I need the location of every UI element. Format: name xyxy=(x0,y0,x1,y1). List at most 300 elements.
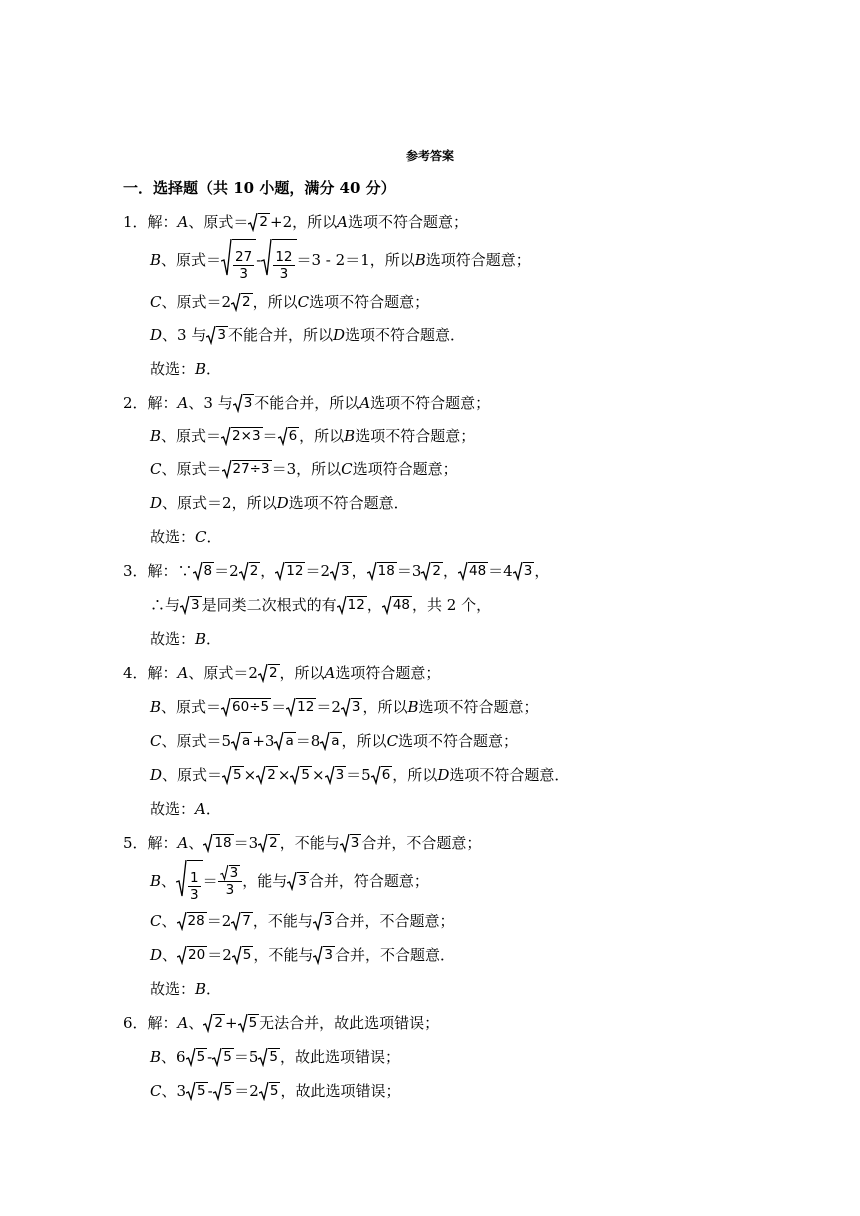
sqrt xyxy=(286,698,316,717)
text-run: ，所以 xyxy=(392,766,438,784)
text-run: 27÷3 xyxy=(232,460,270,477)
text-run: ＝5 xyxy=(346,766,371,784)
sqrt xyxy=(330,562,352,581)
text-run: 选项不符合题意； xyxy=(370,394,491,412)
sqrt xyxy=(203,1014,225,1033)
radical-sign-icon xyxy=(221,698,231,717)
text-run: D xyxy=(276,494,289,512)
radical-sign-icon xyxy=(222,766,232,785)
text-run: 选项不符合题意； xyxy=(309,293,430,311)
text-run: ． xyxy=(205,800,221,818)
text-run: 故选： xyxy=(150,360,196,378)
text-run: 、 xyxy=(188,834,204,852)
radical-sign-icon xyxy=(258,834,268,853)
text-run: 3 xyxy=(341,562,350,579)
text-run: - xyxy=(256,251,262,269)
text-run: A xyxy=(177,664,189,682)
text-run: 、原式＝2 xyxy=(161,293,232,311)
text-run: D xyxy=(150,766,163,784)
text-run: 5 xyxy=(242,946,252,963)
text-run: B xyxy=(195,630,207,648)
sqrt xyxy=(186,1082,208,1101)
sqrt xyxy=(290,766,312,785)
text-run: 7 xyxy=(242,912,251,929)
text-run: ， xyxy=(260,562,276,580)
text-run: B xyxy=(150,251,162,269)
text-run: B xyxy=(344,427,356,445)
text-run: 8 xyxy=(203,562,213,579)
radical-sign-icon xyxy=(232,946,242,965)
text-run: 48 xyxy=(392,596,411,613)
radical-sign-icon xyxy=(287,872,297,891)
text-run: 3 xyxy=(191,596,200,613)
text-run: 5 xyxy=(223,1048,232,1065)
text-run: B xyxy=(150,427,162,445)
sqrt xyxy=(206,326,228,345)
sqrt-fraction xyxy=(261,239,296,282)
sqrt xyxy=(513,562,535,581)
text-run: ＝3 xyxy=(233,834,259,852)
text-run: 、原式＝ xyxy=(161,698,222,716)
text-run: 4．解： xyxy=(123,664,178,682)
text-run: 5 xyxy=(197,1082,206,1099)
text-run: 、3 与 xyxy=(162,326,207,344)
sqrt xyxy=(220,865,241,881)
text-run: 60÷5 xyxy=(232,698,270,715)
text-run: 合并，符合题意； xyxy=(308,872,429,890)
radical-sign-icon xyxy=(313,946,323,965)
text-run: × xyxy=(243,766,257,784)
q1-line-a xyxy=(123,209,468,235)
q1-answer xyxy=(150,356,221,382)
sqrt xyxy=(340,834,362,853)
text-run: ＝5 xyxy=(233,1048,259,1066)
text-run: ，不能与 xyxy=(279,834,340,852)
text-run: A xyxy=(177,213,189,231)
text-run: 选项不符合题意； xyxy=(355,427,476,445)
text-run: ，所以 xyxy=(252,293,298,311)
q1-line-b xyxy=(150,240,531,280)
radical-sign-icon xyxy=(222,460,232,479)
q1-line-c xyxy=(150,289,429,315)
text-run: A xyxy=(324,664,336,682)
text-run: C xyxy=(150,912,162,930)
radical-sign-icon xyxy=(367,562,377,581)
sqrt xyxy=(258,834,280,853)
text-run: D xyxy=(150,326,163,344)
text-run: 3 xyxy=(243,394,253,411)
text-run: 选项不符合题意； xyxy=(347,213,468,231)
radical-sign-icon xyxy=(186,1082,196,1101)
sqrt xyxy=(221,698,271,717)
text-run: ，故此选项错误； xyxy=(279,1048,400,1066)
text-run: D xyxy=(437,766,450,784)
text-run: 选项符合题意； xyxy=(352,460,458,478)
sqrt xyxy=(180,596,202,615)
radical-sign-icon xyxy=(325,766,335,785)
q5-line-c xyxy=(150,908,454,934)
text-run: C xyxy=(297,293,310,311)
q3-line-b xyxy=(150,592,491,618)
text-run: A xyxy=(337,213,348,231)
text-run: ，所以 xyxy=(299,427,345,445)
text-run: 12 xyxy=(275,248,293,265)
text-run: 2 xyxy=(214,1014,223,1031)
text-run: - xyxy=(207,1048,213,1066)
text-run: 选项不符合题意； xyxy=(398,732,519,750)
text-run: B xyxy=(195,360,207,378)
radical-sign-icon xyxy=(180,596,190,615)
sqrt xyxy=(367,562,397,581)
radical-sign-icon xyxy=(176,860,187,903)
text-run: 、原式＝2 xyxy=(188,664,258,682)
text-run: 12 xyxy=(286,562,304,579)
text-run: 选项不符合题意． xyxy=(344,326,465,344)
sqrt xyxy=(258,664,280,683)
text-run: ，能与 xyxy=(242,872,288,890)
radical-sign-icon xyxy=(258,1048,268,1067)
text-run: B xyxy=(150,872,162,890)
sqrt xyxy=(177,946,207,965)
text-run: ，不能与 xyxy=(252,912,313,930)
text-run: 、原式＝ xyxy=(161,427,222,445)
q2-line-b xyxy=(150,423,475,449)
sqrt xyxy=(421,562,443,581)
text-run: 5 xyxy=(269,1048,278,1065)
text-run: C xyxy=(341,460,353,478)
radical-sign-icon xyxy=(313,912,323,931)
sqrt xyxy=(221,427,263,446)
text-run: 12 xyxy=(297,698,315,715)
q4-line-c xyxy=(150,728,518,754)
text-run: B xyxy=(150,1048,162,1066)
radical-sign-icon xyxy=(193,562,203,581)
text-run: 5．解： xyxy=(123,834,178,852)
radical-sign-icon xyxy=(513,562,523,581)
text-run: 3 xyxy=(239,265,248,282)
text-run: C xyxy=(150,460,162,478)
text-run: 、原式＝ xyxy=(188,213,249,231)
text-run: 、6 xyxy=(161,1048,186,1066)
text-run: 2 xyxy=(249,562,259,579)
text-run: 5 xyxy=(233,766,242,783)
text-run: 3 xyxy=(351,698,361,715)
q4-line-d xyxy=(150,762,569,788)
text-run: 3 xyxy=(324,946,333,963)
text-run: ， xyxy=(442,562,458,580)
text-run: 、原式＝5 xyxy=(161,732,232,750)
sqrt xyxy=(259,1082,281,1101)
radical-sign-icon xyxy=(233,394,243,413)
text-run: ． xyxy=(206,528,222,546)
text-run: 3．解：∵ xyxy=(123,562,193,580)
text-run: 2 xyxy=(267,766,276,783)
radical-sign-icon xyxy=(206,326,216,345)
text-run: B xyxy=(150,698,162,716)
text-run: × xyxy=(311,766,325,784)
text-run: ＝2 xyxy=(207,946,232,964)
text-run: ． xyxy=(206,360,222,378)
sqrt xyxy=(337,596,367,615)
text-run: 2．解： xyxy=(123,394,178,412)
q5-line-b xyxy=(150,860,429,902)
sqrt xyxy=(275,562,305,581)
q4-line-a xyxy=(123,660,440,686)
text-run: 、原式＝ xyxy=(162,766,223,784)
sqrt xyxy=(177,912,207,931)
text-run: D xyxy=(150,494,163,512)
text-run: 6．解： xyxy=(123,1014,178,1032)
q3-answer xyxy=(150,626,221,652)
q4-answer xyxy=(150,796,221,822)
text-run: 、原式＝2，所以 xyxy=(162,494,277,512)
sqrt xyxy=(186,1048,208,1067)
radical-sign-icon xyxy=(382,596,392,615)
text-run: C xyxy=(386,732,399,750)
sqrt xyxy=(382,596,412,615)
text-run: ，所以 xyxy=(362,698,408,716)
text-run: 2 xyxy=(432,562,441,579)
sqrt xyxy=(341,698,363,717)
sqrt xyxy=(233,394,255,413)
text-run: 3 xyxy=(217,326,226,343)
text-run: ＝3 - 2＝1，所以 xyxy=(296,251,415,269)
sqrt xyxy=(256,766,278,785)
text-run: 2 xyxy=(269,834,278,851)
text-run: - xyxy=(207,1082,213,1100)
text-run: +2，所以 xyxy=(270,213,338,231)
text-run: B xyxy=(195,980,207,998)
radical-sign-icon xyxy=(212,1048,222,1067)
text-run: A xyxy=(195,800,206,818)
sqrt xyxy=(232,946,254,965)
radical-sign-icon xyxy=(203,834,213,853)
text-run: ＝2 xyxy=(316,698,341,716)
sqrt xyxy=(212,1048,234,1067)
sqrt xyxy=(239,562,261,581)
text-run: 故选： xyxy=(150,800,196,818)
text-run: 合并，不合题意． xyxy=(334,946,455,964)
sqrt xyxy=(248,213,270,232)
q2-line-a xyxy=(123,390,490,416)
text-run: ＝4 xyxy=(488,562,513,580)
sqrt xyxy=(274,732,295,751)
text-run: 选项不符合题意． xyxy=(288,494,409,512)
text-run: 28 xyxy=(187,912,205,929)
text-run: 5 xyxy=(269,1082,279,1099)
sqrt xyxy=(238,1014,260,1033)
page-title: 参考答案 xyxy=(405,149,454,163)
radical-sign-icon xyxy=(221,427,231,446)
text-run: ，故此选项错误； xyxy=(280,1082,401,1100)
text-run: 合并，不合题意； xyxy=(334,912,455,930)
text-run: 3 xyxy=(225,881,235,898)
text-run: 不能合并，所以 xyxy=(227,326,333,344)
text-run: ，共 2 个， xyxy=(412,596,492,614)
fraction xyxy=(218,865,243,898)
text-run: 不能合并，所以 xyxy=(254,394,360,412)
text-run: 3 xyxy=(335,766,345,783)
text-run: 故选： xyxy=(150,630,196,648)
text-run: + xyxy=(225,1014,238,1032)
radical-sign-icon xyxy=(231,293,241,312)
radical-sign-icon xyxy=(231,912,241,931)
text-run: 选项不符合题意． xyxy=(449,766,570,784)
radical-sign-icon xyxy=(275,562,285,581)
text-run: ， xyxy=(534,562,550,580)
section-heading: 一．选择题（共 10 小题，满分 40 分） xyxy=(123,179,396,197)
text-run: ，不能与 xyxy=(253,946,314,964)
text-run: 3 xyxy=(298,872,307,889)
text-run: 5 xyxy=(223,1082,233,1099)
text-run: 选项不符合题意； xyxy=(418,698,539,716)
text-run: 6 xyxy=(381,766,391,783)
sqrt xyxy=(231,732,252,751)
radical-sign-icon xyxy=(421,562,431,581)
text-run: 选项符合题意； xyxy=(335,664,441,682)
radical-sign-icon xyxy=(213,1082,223,1101)
q1-line-d xyxy=(150,322,465,348)
sqrt xyxy=(258,1048,280,1067)
text-run: 2×3 xyxy=(232,427,261,444)
sqrt xyxy=(193,562,215,581)
radical-sign-icon xyxy=(290,766,300,785)
text-run: B xyxy=(414,251,426,269)
text-run: ＝2 xyxy=(305,562,331,580)
text-run: 1 xyxy=(190,869,199,886)
q2-line-c xyxy=(150,456,458,482)
text-run: ． xyxy=(206,980,222,998)
text-run: 选项符合题意； xyxy=(425,251,531,269)
text-run: 、3 xyxy=(161,1082,187,1100)
radical-sign-icon xyxy=(231,732,241,751)
text-run: 2 xyxy=(268,664,278,681)
radical-sign-icon xyxy=(286,698,296,717)
text-run: ． xyxy=(206,630,222,648)
text-run: ＝2 xyxy=(234,1082,259,1100)
text-run: A xyxy=(359,394,371,412)
radical-sign-icon xyxy=(274,732,284,751)
text-run: 48 xyxy=(468,562,487,579)
text-run: 故选： xyxy=(150,980,196,998)
sqrt xyxy=(320,732,341,751)
text-run: 、 xyxy=(162,946,178,964)
radical-sign-icon xyxy=(186,1048,196,1067)
text-run: ＝ xyxy=(262,427,278,445)
text-run: 18 xyxy=(377,562,395,579)
text-run: 1．解： xyxy=(123,213,178,231)
sqrt xyxy=(222,766,244,785)
text-run: D xyxy=(150,946,163,964)
text-run: 5 xyxy=(196,1048,206,1065)
text-run: 3 xyxy=(229,864,239,881)
text-run: C xyxy=(150,293,162,311)
text-run: 3 xyxy=(190,886,199,903)
q5-answer xyxy=(150,976,221,1002)
radical-sign-icon xyxy=(320,732,330,751)
sqrt xyxy=(203,834,233,853)
text-run: 、3 与 xyxy=(188,394,233,412)
text-run: 5 xyxy=(301,766,310,783)
sqrt xyxy=(231,912,253,931)
text-run: 2 xyxy=(259,213,268,230)
text-run: 、 xyxy=(188,1014,204,1032)
q6-line-c xyxy=(150,1078,400,1104)
text-run: 2 xyxy=(242,293,251,310)
radical-sign-icon xyxy=(278,427,288,446)
text-run: A xyxy=(177,394,189,412)
text-run: ， xyxy=(351,562,367,580)
text-run: 18 xyxy=(214,834,232,851)
text-run: A xyxy=(177,1014,189,1032)
text-run: a xyxy=(242,732,251,749)
text-run: 、 xyxy=(161,912,177,930)
radical-sign-icon xyxy=(259,1082,269,1101)
sqrt xyxy=(287,872,309,891)
sqrt xyxy=(313,912,335,931)
q4-line-b xyxy=(150,694,539,720)
text-run: +3 xyxy=(252,732,275,750)
text-run: 3 xyxy=(279,265,289,282)
text-run: 3 xyxy=(350,834,360,851)
text-run: ＝8 xyxy=(295,732,321,750)
sqrt xyxy=(458,562,488,581)
text-run: 5 xyxy=(248,1014,258,1031)
radical-sign-icon xyxy=(238,1014,248,1033)
sqrt xyxy=(313,946,335,965)
radical-sign-icon xyxy=(341,698,351,717)
text-run: a xyxy=(331,732,340,749)
text-run: 6 xyxy=(288,427,298,444)
text-run: ＝3，所以 xyxy=(271,460,342,478)
text-run: ＝ xyxy=(271,698,287,716)
sqrt xyxy=(325,766,347,785)
text-run: ＝ xyxy=(202,872,218,890)
text-run: D xyxy=(332,326,345,344)
q5-line-d xyxy=(150,942,455,968)
radical-sign-icon xyxy=(203,1014,213,1033)
radical-sign-icon xyxy=(239,562,249,581)
radical-sign-icon xyxy=(177,946,187,965)
text-run: 12 xyxy=(347,596,365,613)
radical-sign-icon xyxy=(458,562,468,581)
sqrt-fraction xyxy=(221,239,256,282)
text-run: C xyxy=(195,528,207,546)
q5-line-a xyxy=(123,830,481,856)
text-run: ＝2 xyxy=(206,912,232,930)
sqrt xyxy=(213,1082,235,1101)
text-run: ＝3 xyxy=(396,562,422,580)
radical-sign-icon xyxy=(340,834,350,853)
text-run: 27 xyxy=(235,248,253,265)
text-run: 20 xyxy=(188,946,206,963)
radical-sign-icon xyxy=(371,766,381,785)
radical-sign-icon xyxy=(248,213,258,232)
text-run: ，所以 xyxy=(341,732,387,750)
text-run: 3 xyxy=(323,912,333,929)
text-run: ＝2 xyxy=(214,562,239,580)
text-run: 合并，不合题意； xyxy=(361,834,482,852)
sqrt-fraction xyxy=(176,860,203,903)
q3-line-a xyxy=(123,558,549,584)
radical-sign-icon xyxy=(177,912,187,931)
radical-sign-icon xyxy=(261,239,272,282)
text-run: C xyxy=(150,732,162,750)
text-run: C xyxy=(150,1082,162,1100)
radical-sign-icon xyxy=(330,562,340,581)
q2-line-d xyxy=(150,490,409,516)
radical-sign-icon xyxy=(256,766,266,785)
